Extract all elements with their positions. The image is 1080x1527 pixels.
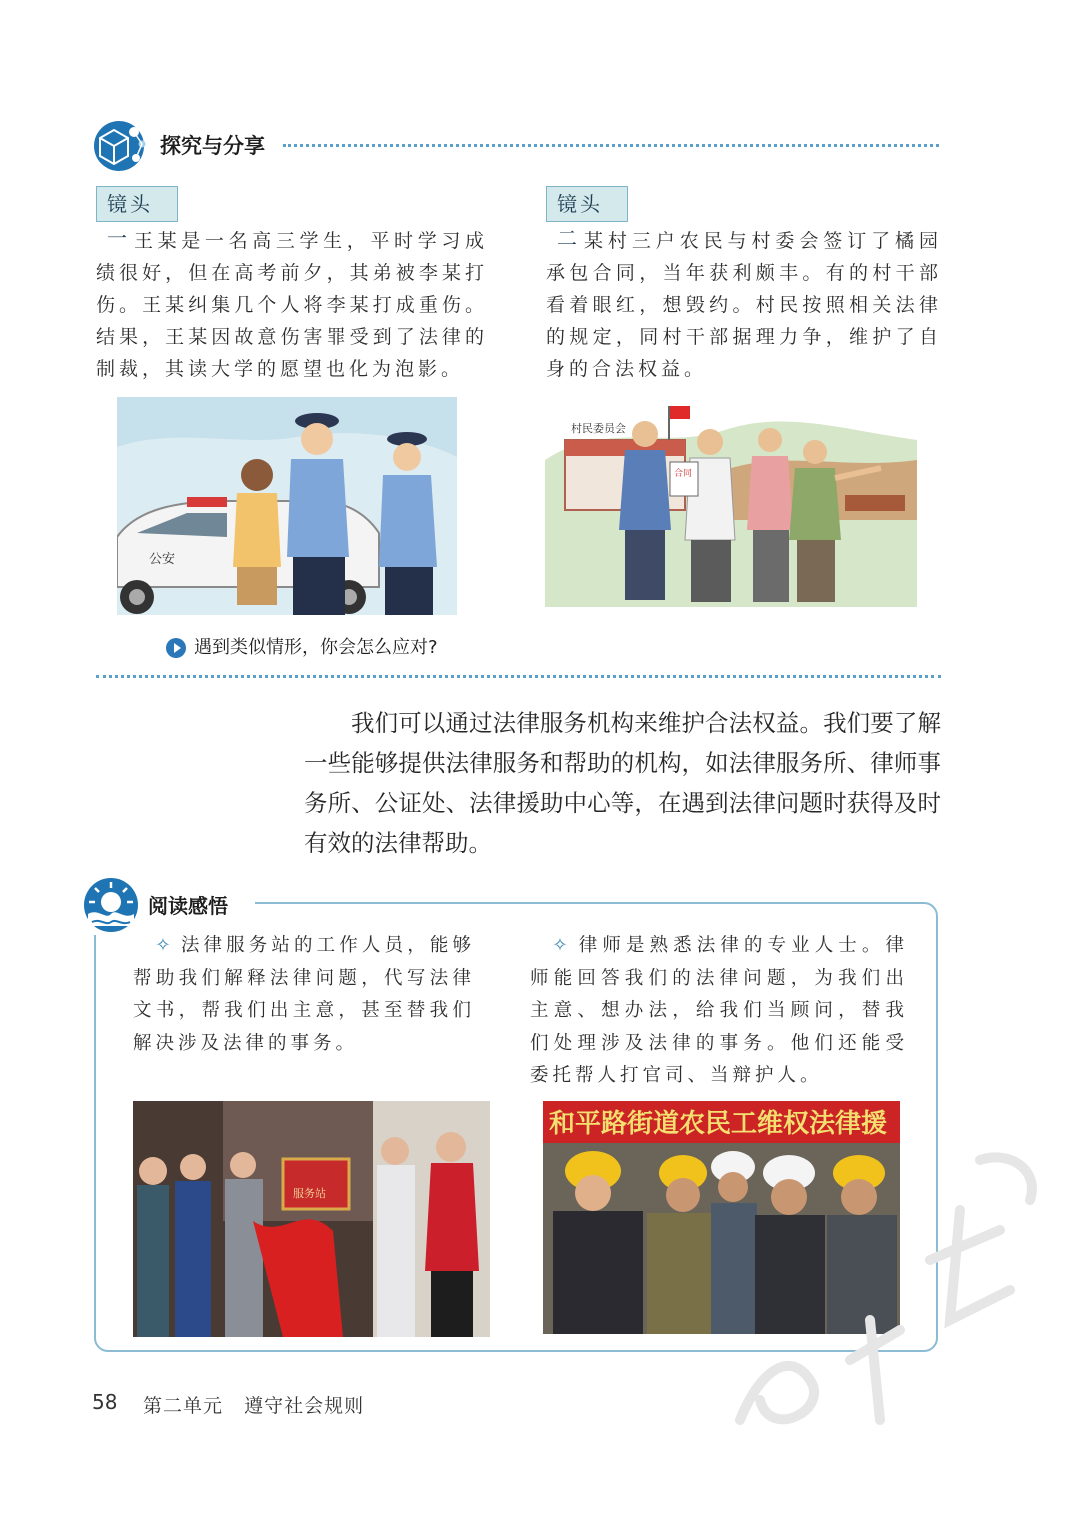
police-car-lettering: 公安 <box>149 552 176 567</box>
reading-item-2-text: 律师是熟悉法律的专业人士。律师能回答我们的法律问题，为我们出主意、想办法，给我们当顾问，替我们处理涉及法律的事务。他们还能受委托帮人打官司、当辩护人。 <box>530 935 908 1086</box>
reading-item-1-text: 法律服务站的工作人员，能够帮助我们解释法律问题，代写法律文书，帮我们出主意，甚至替我们解决涉及法律的事务。 <box>133 935 475 1054</box>
case-tag-2: 镜头二 <box>546 186 628 222</box>
discussion-prompt-text: 遇到类似情形，你会怎么应对? <box>194 637 438 658</box>
unit-title: 第二单元 遵守社会规则 <box>143 1395 365 1417</box>
diamond-bullet-icon: ✧ <box>552 935 572 956</box>
reading-insight-icon <box>82 876 140 934</box>
explore-share-icon <box>92 120 150 172</box>
case-text-2: 某村三户农民与村委会签订了橘园承包合同，当年获利颇丰。有的村干部看着眼红，想毁约。村民按照相关法律的规定，同村干部据理力争，维护了自身的合法权益。 <box>546 230 942 380</box>
village-committee-sign: 村民委员会 <box>571 422 626 435</box>
contract-paper-label: 合同 <box>674 469 693 479</box>
banner-text: 和平路街道农民工维权法律援 <box>549 1109 888 1139</box>
dotted-divider-bottom <box>96 675 941 678</box>
china-flag <box>670 406 690 419</box>
dotted-divider-top <box>283 144 939 147</box>
section-title-reading: 阅读感悟 <box>148 894 228 918</box>
section-title-explore: 探究与分享 <box>160 134 265 158</box>
police-scene-illustration <box>117 397 457 615</box>
village-scene-illustration <box>545 400 917 607</box>
service-station-plaque: 服务站 <box>293 1187 326 1200</box>
diamond-bullet-icon: ✧ <box>155 935 175 956</box>
case-text-1: 王某是一名高三学生，平时学习成绩很好，但在高考前夕，其弟被李某打伤。王某纠集几个人将李某打成重伤。结果，王某因故意伤害罪受到了法律的制裁，其读大学的愿望也化为泡影。 <box>96 230 488 380</box>
play-bullet-icon <box>166 638 186 658</box>
reading-item-2 <box>530 930 908 1093</box>
page-number: 58 <box>92 1390 118 1414</box>
legal-service-station-photo <box>133 1101 490 1337</box>
publisher-watermark <box>700 1120 1070 1490</box>
main-paragraph: 我们可以通过法律服务机构来维护合法权益。我们要了解一些能够提供法律服务和帮助的机构，如法律服务所、律师事务所、公证处、法律援助中心等，在遇到法律问题时获得及时有效的法律帮助。 <box>304 709 941 857</box>
case-tag-1: 镜头一 <box>96 186 178 222</box>
reading-item-1 <box>133 930 475 1060</box>
